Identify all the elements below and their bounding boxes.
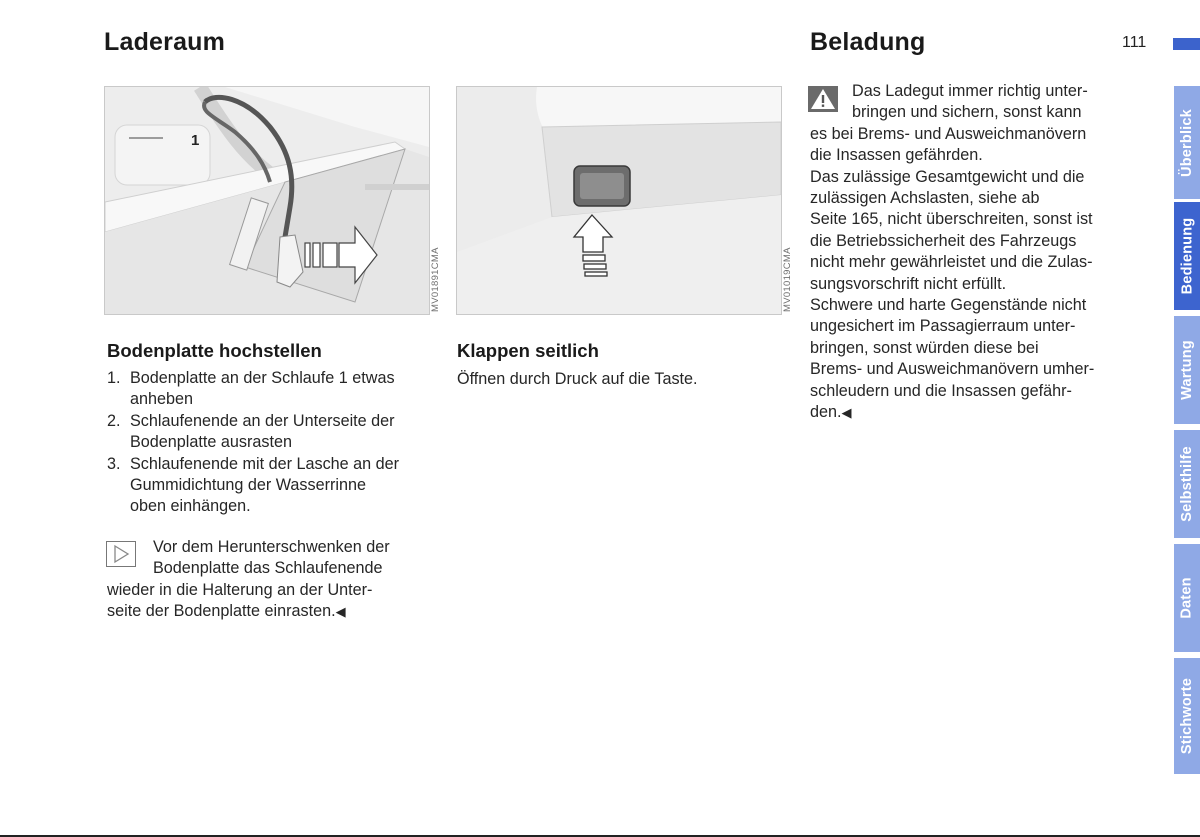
tab-uberblick[interactable]: Überblick [1174, 86, 1200, 199]
end-mark-icon: ◀ [335, 604, 346, 620]
figure-side-flap-button [456, 86, 782, 315]
page-title-right: Beladung [810, 28, 926, 56]
figure-code-1: MV01891CMA [430, 247, 441, 312]
step-item: 2. Schlaufenende an der Unterseite der Bodenplatte ausrasten [107, 411, 395, 452]
paragraph-heavy-objects: Schwere und harte Gegenstände nicht ungesichert im Passagierraum unter- bringen, sonst würden diese bei Brems- und Ausweichmanövern umher- schleudern und die Insassen gefähr- den.◀ [810, 296, 1095, 422]
tab-stichworte[interactable]: Stichworte [1174, 658, 1200, 774]
figure-floor-panel-strap [104, 86, 430, 315]
figure-callout-1: 1 [191, 132, 200, 149]
note-text: Vor dem Herunterschwenken der Bodenplatte das Schlaufenende wieder in die Halterung an der Unter- seite der Bodenplatte einrasten.◀ [107, 538, 390, 621]
step-item: 3. Schlaufenende mit der Lasche an der Gummidichtung der Wasserrinne oben einhängen. [107, 454, 400, 516]
page-marker [1173, 38, 1200, 50]
illustration-strap [105, 87, 429, 314]
step-item: 1. Bodenplatte an der Schlaufe 1 etwas anheben [107, 369, 395, 409]
side-flaps-text: Öffnen durch Druck auf die Taste. [457, 370, 698, 388]
section-heading-floor-panel: Bodenplatte hochstellen [107, 340, 322, 361]
end-mark-icon: ◀ [841, 405, 852, 421]
page-title-left: Laderaum [104, 28, 226, 56]
illustration-button [457, 87, 781, 314]
paragraph-weight-limits: Das zulässige Gesamtgewicht und die zulässigen Achslasten, siehe ab Seite 165, nicht überschreiten, sonst ist die Betriebssicherheit des Fahrzeugs nicht mehr gewährleistet und die Zulas- sungsvorschrift nicht erfüllt. [810, 167, 1093, 293]
tab-bedienung[interactable]: Bedienung [1174, 202, 1200, 310]
figure-code-2: MV01019CMA [782, 247, 793, 312]
steps-list [107, 368, 447, 518]
section-heading-side-flaps: Klappen seitlich [457, 340, 599, 361]
tab-selbsthilfe[interactable]: Selbsthilfe [1174, 430, 1200, 538]
tab-wartung[interactable]: Wartung [1174, 316, 1200, 424]
page-number: 111 [1122, 34, 1147, 51]
warning-text: Das Ladegut immer richtig unter- bringen und sichern, sonst kann es bei Brems- und Ausweichmanövern die Insassen gefährden. Das zulässige Gesamtgewicht und die zulässigen Achslasten, siehe ab Seite 165, nicht überschreiten, sonst ist die Betriebssicherheit des Fahrzeugs nicht mehr gewährleistet und die Zulas- sungsvorschrift nicht erfüllt. Schwere und harte Gegenstände nicht ungesichert im Passagierraum unter- bringen, sonst würden diese bei Brems- und Ausweichmanövern umher- schleudern und die Insassen gefähr- den.◀ [810, 81, 1130, 424]
tab-daten[interactable]: Daten [1174, 544, 1200, 652]
